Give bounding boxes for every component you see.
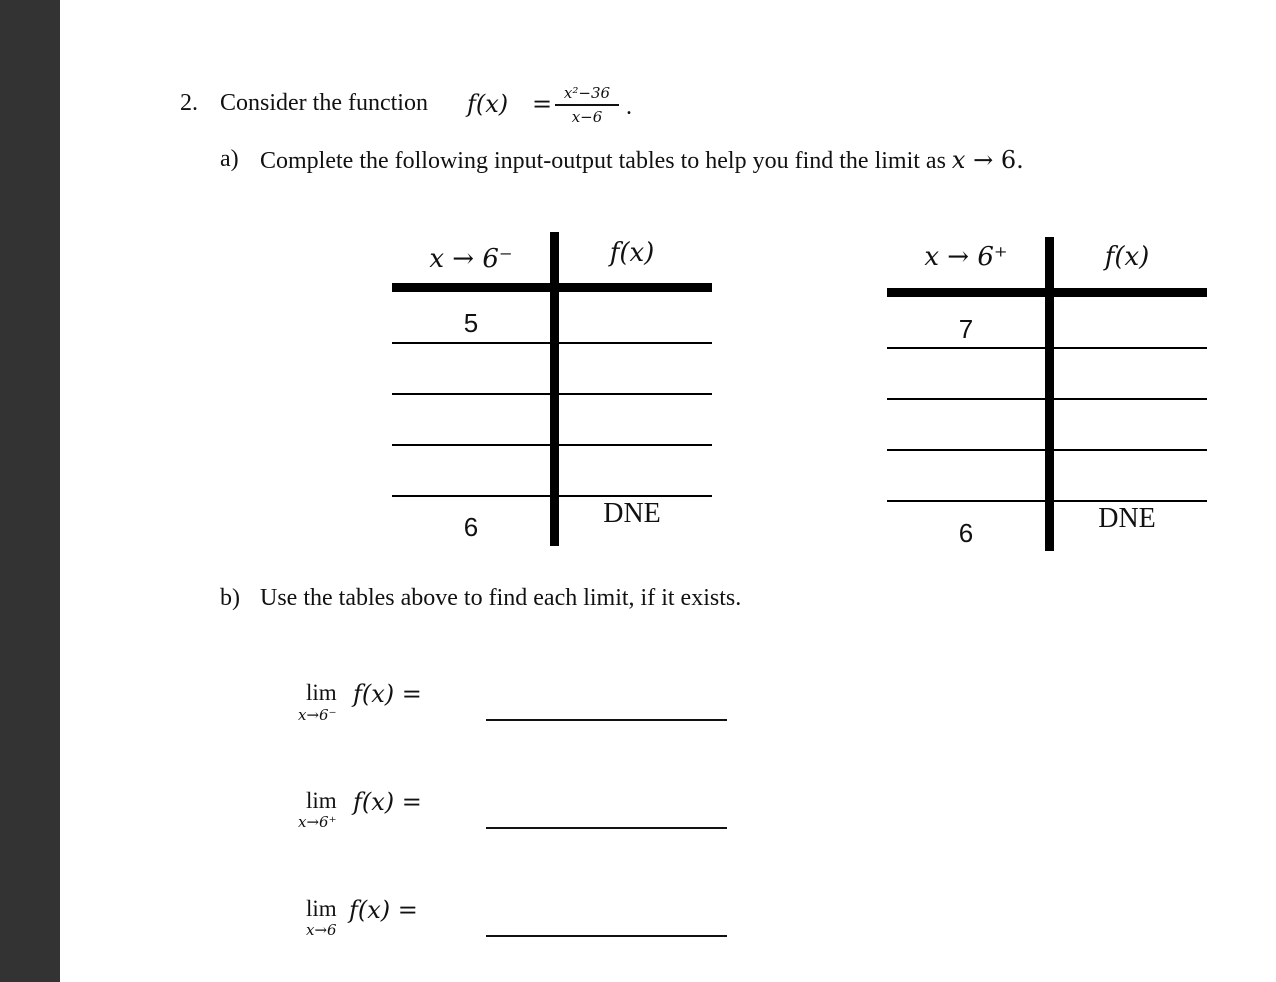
limit-right-answer-line[interactable]: [486, 827, 727, 829]
table-right-row-rule: [887, 347, 1207, 349]
part-a-target: → 6.: [965, 146, 1024, 174]
table-left-last-input: 6: [463, 512, 479, 542]
limit-two-sided-answer-line[interactable]: [486, 935, 727, 937]
limit-right-expression: f(x) =: [353, 788, 422, 816]
function-name: f(x): [467, 90, 509, 118]
document-page: [60, 0, 1276, 982]
limit-two-sided-word: lim: [306, 896, 337, 921]
table-right-row-rule: [887, 398, 1207, 400]
problem-intro: Consider the function: [220, 90, 428, 116]
table-right-divider: [1045, 237, 1054, 551]
table-right-row-rule: [887, 500, 1207, 502]
table-left-divider: [550, 232, 559, 546]
fraction-bar: [555, 104, 619, 106]
part-b-label: b): [220, 585, 240, 611]
fraction-denominator: x−6: [571, 107, 603, 126]
table-left-row-rule: [392, 444, 712, 446]
part-a-instruction: Complete the following input-output tables to help you find the limit as: [260, 148, 952, 174]
limit-two-sided-expression: f(x) =: [349, 896, 418, 924]
limit-left-word: lim: [306, 680, 337, 705]
table-left-row-rule: [392, 342, 712, 344]
table-right-first-input: 7: [958, 314, 974, 344]
part-b-text: Use the tables above to find each limit, if it exists.: [260, 585, 742, 611]
limit-two-sided-subscript: x→6: [306, 921, 337, 939]
equals-sign: =: [532, 90, 553, 118]
problem-period: .: [626, 94, 632, 120]
table-right-header-x: x → 6⁺: [924, 242, 1008, 272]
table-left-header-x: x → 6⁻: [429, 244, 513, 274]
table-right-header-f: f(x): [1104, 242, 1150, 272]
table-right-last-input: 6: [958, 518, 974, 548]
problem-number: 2.: [180, 90, 198, 116]
left-sidebar: [0, 0, 60, 982]
limit-left-answer-line[interactable]: [486, 719, 727, 721]
fraction-numerator: x²−36: [563, 84, 611, 102]
limit-left-expression: f(x) =: [353, 680, 422, 708]
table-left-row-rule: [392, 495, 712, 497]
table-left-row-rule: [392, 393, 712, 395]
function-fraction: [555, 84, 619, 126]
limit-right-subscript: x→6⁺: [298, 813, 337, 831]
table-right-last-output: DNE: [1098, 503, 1156, 534]
table-right-row-rule: [887, 449, 1207, 451]
table-left-first-input: 5: [463, 308, 479, 338]
limit-right-word: lim: [306, 788, 337, 813]
part-a-text: [260, 146, 1024, 175]
part-a-variable: x: [951, 146, 966, 174]
limit-left-subscript: x→6⁻: [298, 706, 337, 724]
part-a-label: a): [220, 146, 239, 172]
table-left-header-f: f(x): [609, 238, 655, 268]
table-left-last-output: DNE: [603, 498, 661, 529]
